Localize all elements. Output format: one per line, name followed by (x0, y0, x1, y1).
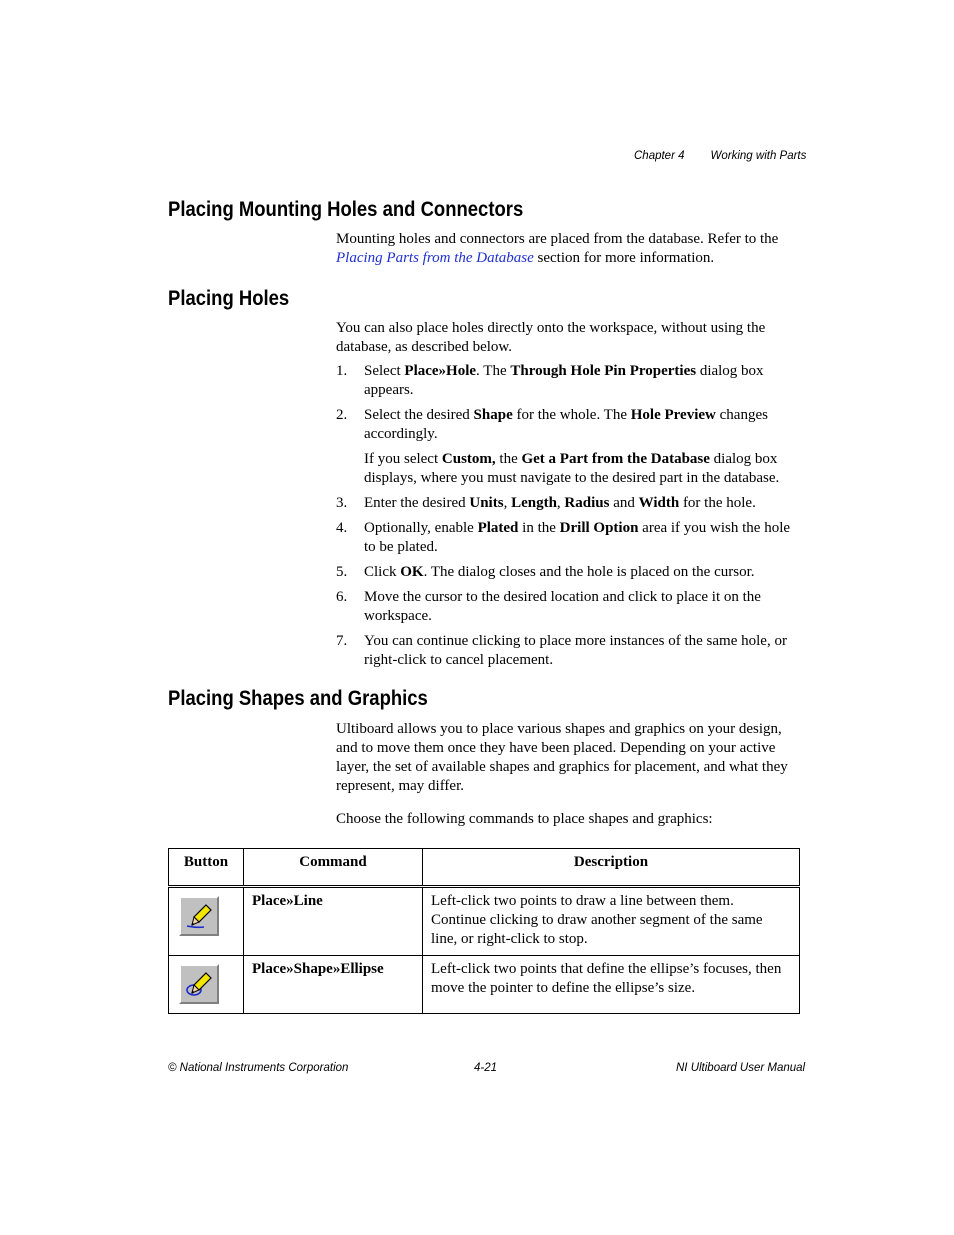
step-number: 7. (336, 633, 348, 649)
step-item (336, 362, 800, 400)
step-dialog-name: Get a Part from the Database (521, 451, 710, 467)
placing-holes-intro: You can also place holes directly onto the workspace, without using the database, as described below. (336, 320, 766, 355)
step-text: You can continue clicking to place more instances of the same hole, or right-click to cancel placement. (364, 633, 787, 668)
step-text: for the whole. The (512, 407, 631, 423)
table-row (169, 956, 800, 1014)
step-text: , (556, 495, 565, 511)
section-heading-placing-holes: Placing Holes (168, 287, 290, 310)
step-option: Shape (473, 407, 513, 423)
step-option: Plated (477, 520, 519, 536)
button-cell (169, 956, 244, 1014)
placing-parts-link[interactable]: Placing Parts from the Database (336, 250, 534, 266)
step-text: in the (518, 520, 560, 536)
step-option: Drill Option (559, 520, 639, 536)
step-text: for the hole. (679, 495, 756, 511)
step-text: If you select (364, 451, 442, 467)
commands-table (168, 848, 800, 1014)
step-option: Units (469, 495, 504, 511)
step-text: Click (364, 564, 401, 580)
step-text: the (495, 451, 522, 467)
footer-page-number: 4-21 (474, 1062, 498, 1074)
step-text: Select the desired (364, 407, 474, 423)
line-tool-icon (179, 896, 219, 936)
step-dialog-name: Through Hole Pin Properties (510, 363, 697, 379)
step-number: 5. (336, 564, 348, 580)
step-text: Move the cursor to the desired location and click to place it on the workspace. (364, 589, 761, 624)
step-text: . The (476, 363, 511, 379)
table-row (169, 887, 800, 956)
footer-copyright: © National Instruments Corporation (168, 1062, 349, 1074)
section-heading-mounting-holes: Placing Mounting Holes and Connectors (168, 198, 524, 221)
footer-manual-title: NI Ultiboard User Manual (676, 1062, 806, 1074)
step-item (336, 494, 800, 513)
step-text: area if you wish the hole to be plated. (364, 520, 791, 555)
description-cell: Left-click two points to draw a line between them. Continue clicking to draw another segment of the same line, or right-click to stop. (423, 887, 800, 956)
step-item (336, 632, 800, 670)
step-option: Width (638, 495, 680, 511)
step-option: Custom, (441, 451, 496, 467)
table-header-row (169, 849, 800, 887)
mounting-holes-text-1: Mounting holes and connectors are placed from the database. Refer to the (336, 231, 779, 247)
mounting-holes-text-2: section for more information. (533, 250, 715, 266)
placing-holes-steps (336, 362, 800, 676)
mounting-holes-paragraph (336, 230, 802, 268)
step-text: Optionally, enable (364, 520, 478, 536)
shapes-graphics-intro: Ultiboard allows you to place various shapes and graphics on your design, and to move them once they have been placed. Depending on your active layer, the set of available shapes and graphics for placement, and what they represent, may differ. (336, 721, 788, 794)
step-number: 4. (336, 520, 348, 536)
step-number: 1. (336, 363, 348, 379)
running-header (634, 150, 807, 162)
step-text: changes accordingly. (364, 407, 768, 442)
step-text: , (503, 495, 512, 511)
step-subparagraph (364, 450, 800, 488)
step-text: Select (364, 363, 405, 379)
step-option: OK (400, 564, 424, 580)
step-item (336, 406, 800, 488)
header-chapter: Chapter 4 (634, 150, 685, 162)
column-header-button: Button (169, 849, 244, 887)
header-title: Working with Parts (710, 150, 807, 162)
column-header-description: Description (423, 849, 800, 887)
step-text: and (609, 495, 639, 511)
step-number: 2. (336, 407, 348, 423)
column-header-command: Command (244, 849, 423, 887)
ellipse-tool-icon (179, 964, 219, 1004)
description-cell: Left-click two points that define the ellipse’s focuses, then move the pointer to define the ellipse’s size. (423, 956, 800, 1014)
button-cell (169, 887, 244, 956)
step-option: Hole Preview (630, 407, 716, 423)
section-heading-shapes-graphics: Placing Shapes and Graphics (168, 687, 428, 710)
step-option: Radius (564, 495, 610, 511)
step-menu-path: Place»Hole (404, 363, 477, 379)
step-text: dialog box appears. (364, 363, 764, 398)
command-cell: Place»Line (244, 887, 423, 956)
command-cell: Place»Shape»Ellipse (244, 956, 423, 1014)
shapes-graphics-choose: Choose the following commands to place shapes and graphics: (336, 811, 713, 827)
step-item (336, 519, 800, 557)
step-text: . The dialog closes and the hole is placed on the cursor. (423, 564, 755, 580)
step-item (336, 563, 800, 582)
step-number: 3. (336, 495, 348, 511)
step-option: Length (511, 495, 557, 511)
step-item (336, 588, 800, 626)
step-text: Enter the desired (364, 495, 470, 511)
step-number: 6. (336, 589, 348, 605)
step-text: dialog box displays, where you must navigate to the desired part in the database. (364, 451, 780, 486)
